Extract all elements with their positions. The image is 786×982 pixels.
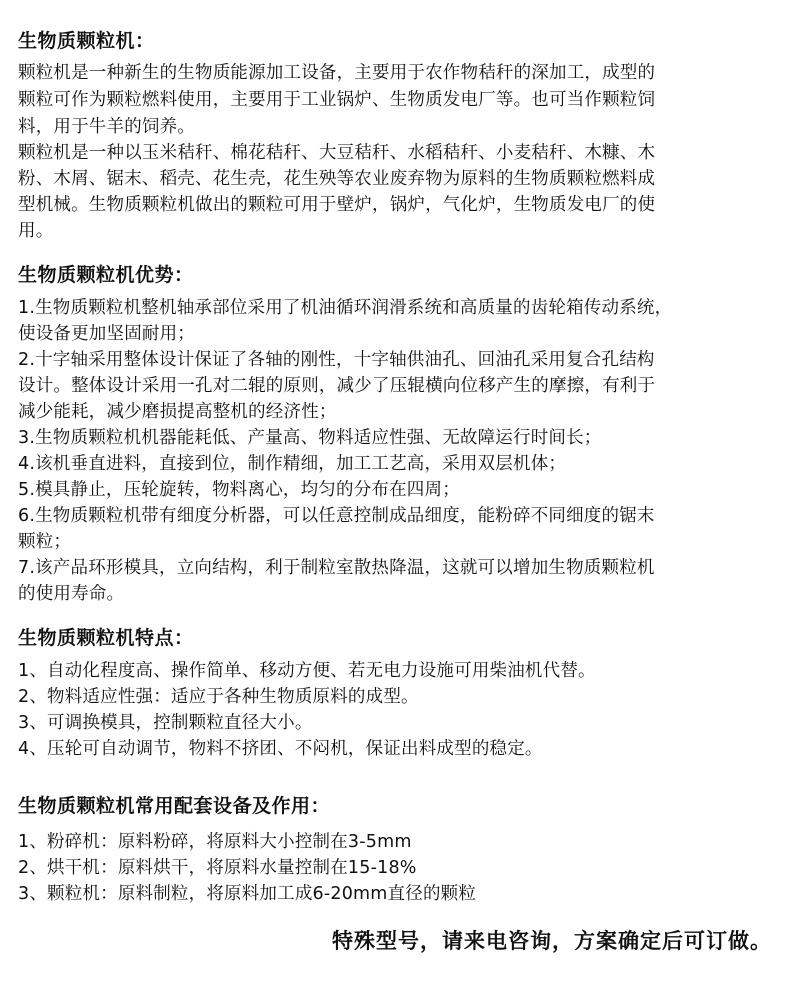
section-heading-advantages: 生物质颗粒机优势： — [18, 264, 194, 286]
intro-line: 型机械。生物质颗粒机做出的颗粒可用于壁炉，锅炉，气化炉，生物质发电厂的使 — [18, 195, 656, 215]
custom-order-note: 特殊型号，请来电咨询，方案确定后可订做。 — [332, 929, 772, 953]
advantages-line: 颗粒； — [18, 532, 72, 552]
advantages-line: 的使用寿命。 — [18, 584, 125, 604]
section-heading-features: 生物质颗粒机特点： — [18, 627, 194, 649]
advantages-line: 3.生物质颗粒机机器能耗低、产量高、物料适应性强、无故障运行时间长； — [18, 428, 602, 448]
advantages-line: 7.该产品环形模具，立向结构，利于制粒室散热降温，这就可以增加生物质颗粒机 — [18, 558, 655, 578]
features-line: 1、自动化程度高、操作简单、移动方便、若无电力设施可用柴油机代替。 — [18, 661, 596, 681]
advantages-line: 4.该机垂直进料，直接到位，制作精细，加工工艺高，采用双层机体； — [18, 454, 567, 474]
intro-line: 颗粒可作为颗粒燃料使用，主要用于工业锅炉、生物质发电厂等。也可当作颗粒饲 — [18, 90, 656, 110]
intro-line: 粉、木屑、锯末、稻壳、花生壳，花生殃等农业废弃物为原料的生物质颗粒燃料成 — [18, 169, 656, 189]
intro-line: 颗粒机是一种新生的生物质能源加工设备，主要用于农作物秸秆的深加工，成型的 — [18, 63, 656, 83]
advantages-line: 2.十字轴采用整体设计保证了各轴的刚性，十字轴供油孔、回油孔采用复合孔结构 — [18, 350, 655, 370]
advantages-line: 减少能耗，减少磨损提高整机的经济性； — [18, 402, 337, 422]
advantages-line: 5.模具静止，压轮旋转，物料离心，均匀的分布在四周； — [18, 480, 460, 500]
intro-line: 用。 — [18, 221, 54, 241]
features-line: 4、压轮可自动调节，物料不挤团、不闷机，保证出料成型的稳定。 — [18, 739, 543, 759]
advantages-line: 设计。整体设计采用一孔对二辊的原则，减少了压辊横向位移产生的摩擦，有利于 — [18, 376, 656, 396]
advantages-line: 1.生物质颗粒机整机轴承部位采用了机油循环润滑系统和高质量的齿轮箱传动系统， — [18, 298, 673, 318]
features-line: 3、可调换模具，控制颗粒直径大小。 — [18, 713, 313, 733]
equipment-line: 2、烘干机：原料烘干，将原料水量控制在15-18% — [18, 858, 417, 878]
equipment-line: 1、粉碎机：原料粉碎，将原料大小控制在3-5mm — [18, 832, 412, 852]
advantages-line: 使设备更加坚固耐用； — [18, 324, 195, 344]
section-heading-equipment: 生物质颗粒机常用配套设备及作用： — [18, 795, 331, 817]
advantages-line: 6.生物质颗粒机带有细度分析器，可以任意控制成品细度，能粉碎不同细度的锯末 — [18, 506, 655, 526]
intro-line: 料，用于牛羊的饲养。 — [18, 117, 195, 137]
intro-line: 颗粒机是一种以玉米秸秆、棉花秸秆、大豆秸秆、水稻秸秆、小麦秸秆、木糠、木 — [18, 143, 656, 163]
features-line: 2、物料适应性强：适应于各种生物质原料的成型。 — [18, 687, 419, 707]
section-heading-intro: 生物质颗粒机： — [18, 30, 155, 52]
equipment-line: 3、颗粒机：原料制粒，将原料加工成6-20mm直径的颗粒 — [18, 884, 477, 904]
